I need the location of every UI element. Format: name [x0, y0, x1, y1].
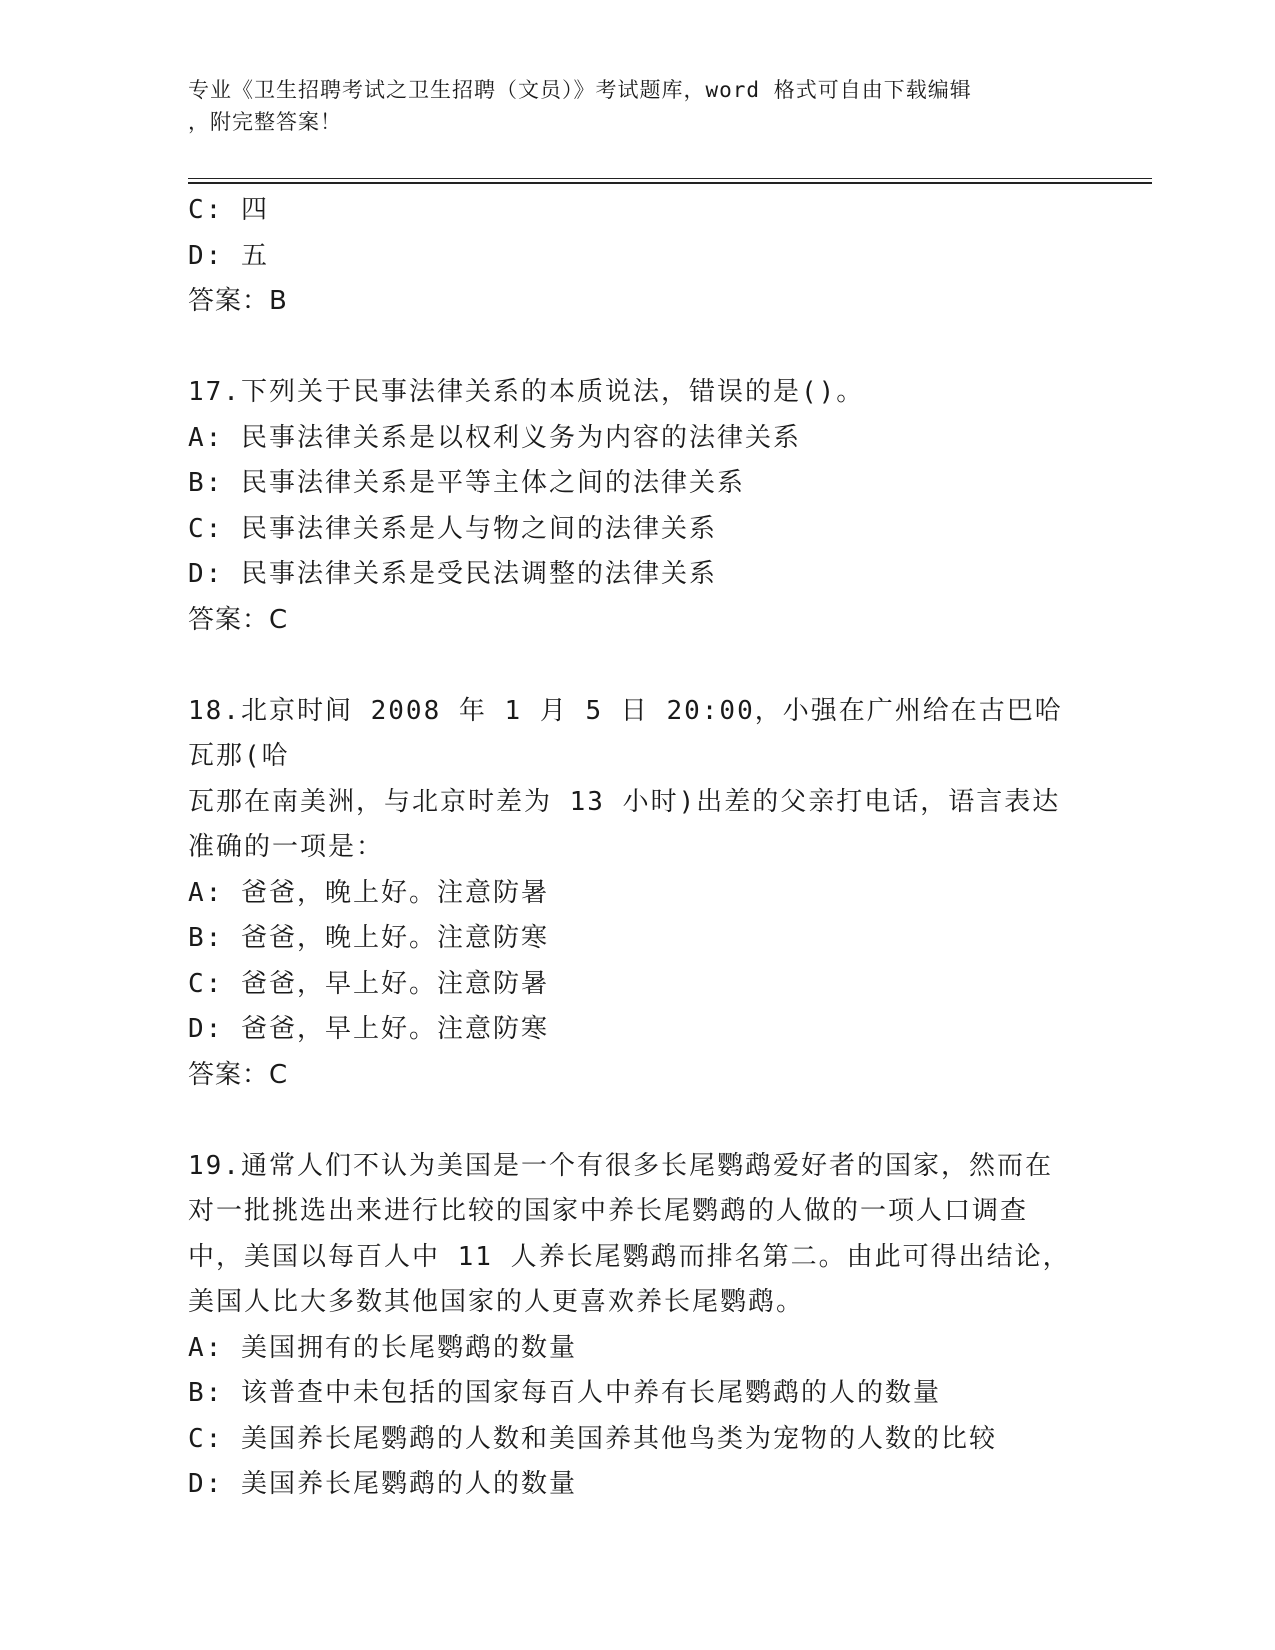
- q16-option-c: C: 四: [188, 195, 269, 225]
- spacer: [188, 325, 1088, 371]
- q18-stem-line-2: 瓦那在南美洲，与北京时差为 13 小时)出差的父亲打电话，语言表达: [188, 786, 1061, 817]
- q16-answer: 答案：B: [188, 286, 288, 316]
- q17-option-a: A: 民事法律关系是以权利义务为内容的法律关系: [188, 422, 801, 453]
- q19-option-b: B: 该普查中未包括的国家每百人中养有长尾鹦鹉的人的数量: [188, 1378, 941, 1408]
- q19-stem-line-2: 对一批挑选出来进行比较的国家中养长尾鹦鹉的人做的一项人口调查: [188, 1196, 1029, 1226]
- spacer: [188, 643, 1088, 689]
- q18-stem-line-3: 准确的一项是：: [188, 832, 385, 862]
- q17-option-b: B: 民事法律关系是平等主体之间的法律关系: [188, 468, 745, 498]
- q18-option-b: B: 爸爸，晚上好。注意防寒: [188, 923, 549, 953]
- q19-option-d: D: 美国养长尾鹦鹉的人的数量: [188, 1469, 577, 1499]
- q17-option-c: C: 民事法律关系是人与物之间的法律关系: [188, 513, 717, 544]
- q18-option-a: A: 爸爸，晚上好。注意防暑: [188, 877, 549, 908]
- q19-stem-line-4: 美国人比大多数其他国家的人更喜欢养长尾鹦鹉。: [188, 1287, 805, 1317]
- q17-option-d: D: 民事法律关系是受民法调整的法律关系: [188, 559, 717, 589]
- q19-option-a: A: 美国拥有的长尾鹦鹉的数量: [188, 1332, 577, 1363]
- q19-stem-line-1: 19.通常人们不认为美国是一个有很多长尾鹦鹉爱好者的国家，然而在: [188, 1150, 1053, 1181]
- header-line-1: 专业《卫生招聘考试之卫生招聘（文员）》考试题库，word 格式可自由下载编辑: [188, 78, 972, 102]
- q17-stem: 17.下列关于民事法律关系的本质说法，错误的是()。: [188, 377, 865, 407]
- q19-option-c: C: 美国养长尾鹦鹉的人数和美国养其他鸟类为宠物的人数的比较: [188, 1423, 997, 1454]
- q16-option-d: D: 五: [188, 240, 269, 271]
- spacer: [188, 1098, 1088, 1144]
- q18-stem-line-1: 18.北京时间 2008 年 1 月 5 日 20:00，小强在广州给在古巴哈瓦那(哈: [188, 695, 1063, 771]
- q17-answer: 答案：C: [188, 604, 289, 635]
- q18-option-c: C: 爸爸，早上好。注意防暑: [188, 968, 549, 999]
- header-divider-thick: [188, 182, 1152, 184]
- q19-stem-line-3: 中，美国以每百人中 11 人养长尾鹦鹉而排名第二。由此可得出结论，: [188, 1241, 1071, 1272]
- q18-answer: 答案：C: [188, 1059, 289, 1090]
- header-line-2: ，附完整答案！: [188, 110, 342, 134]
- question-content: [188, 188, 1088, 1508]
- header-divider-thin: [188, 178, 1152, 179]
- q18-option-d: D: 爸爸，早上好。注意防寒: [188, 1014, 549, 1044]
- document-header: [188, 74, 1068, 138]
